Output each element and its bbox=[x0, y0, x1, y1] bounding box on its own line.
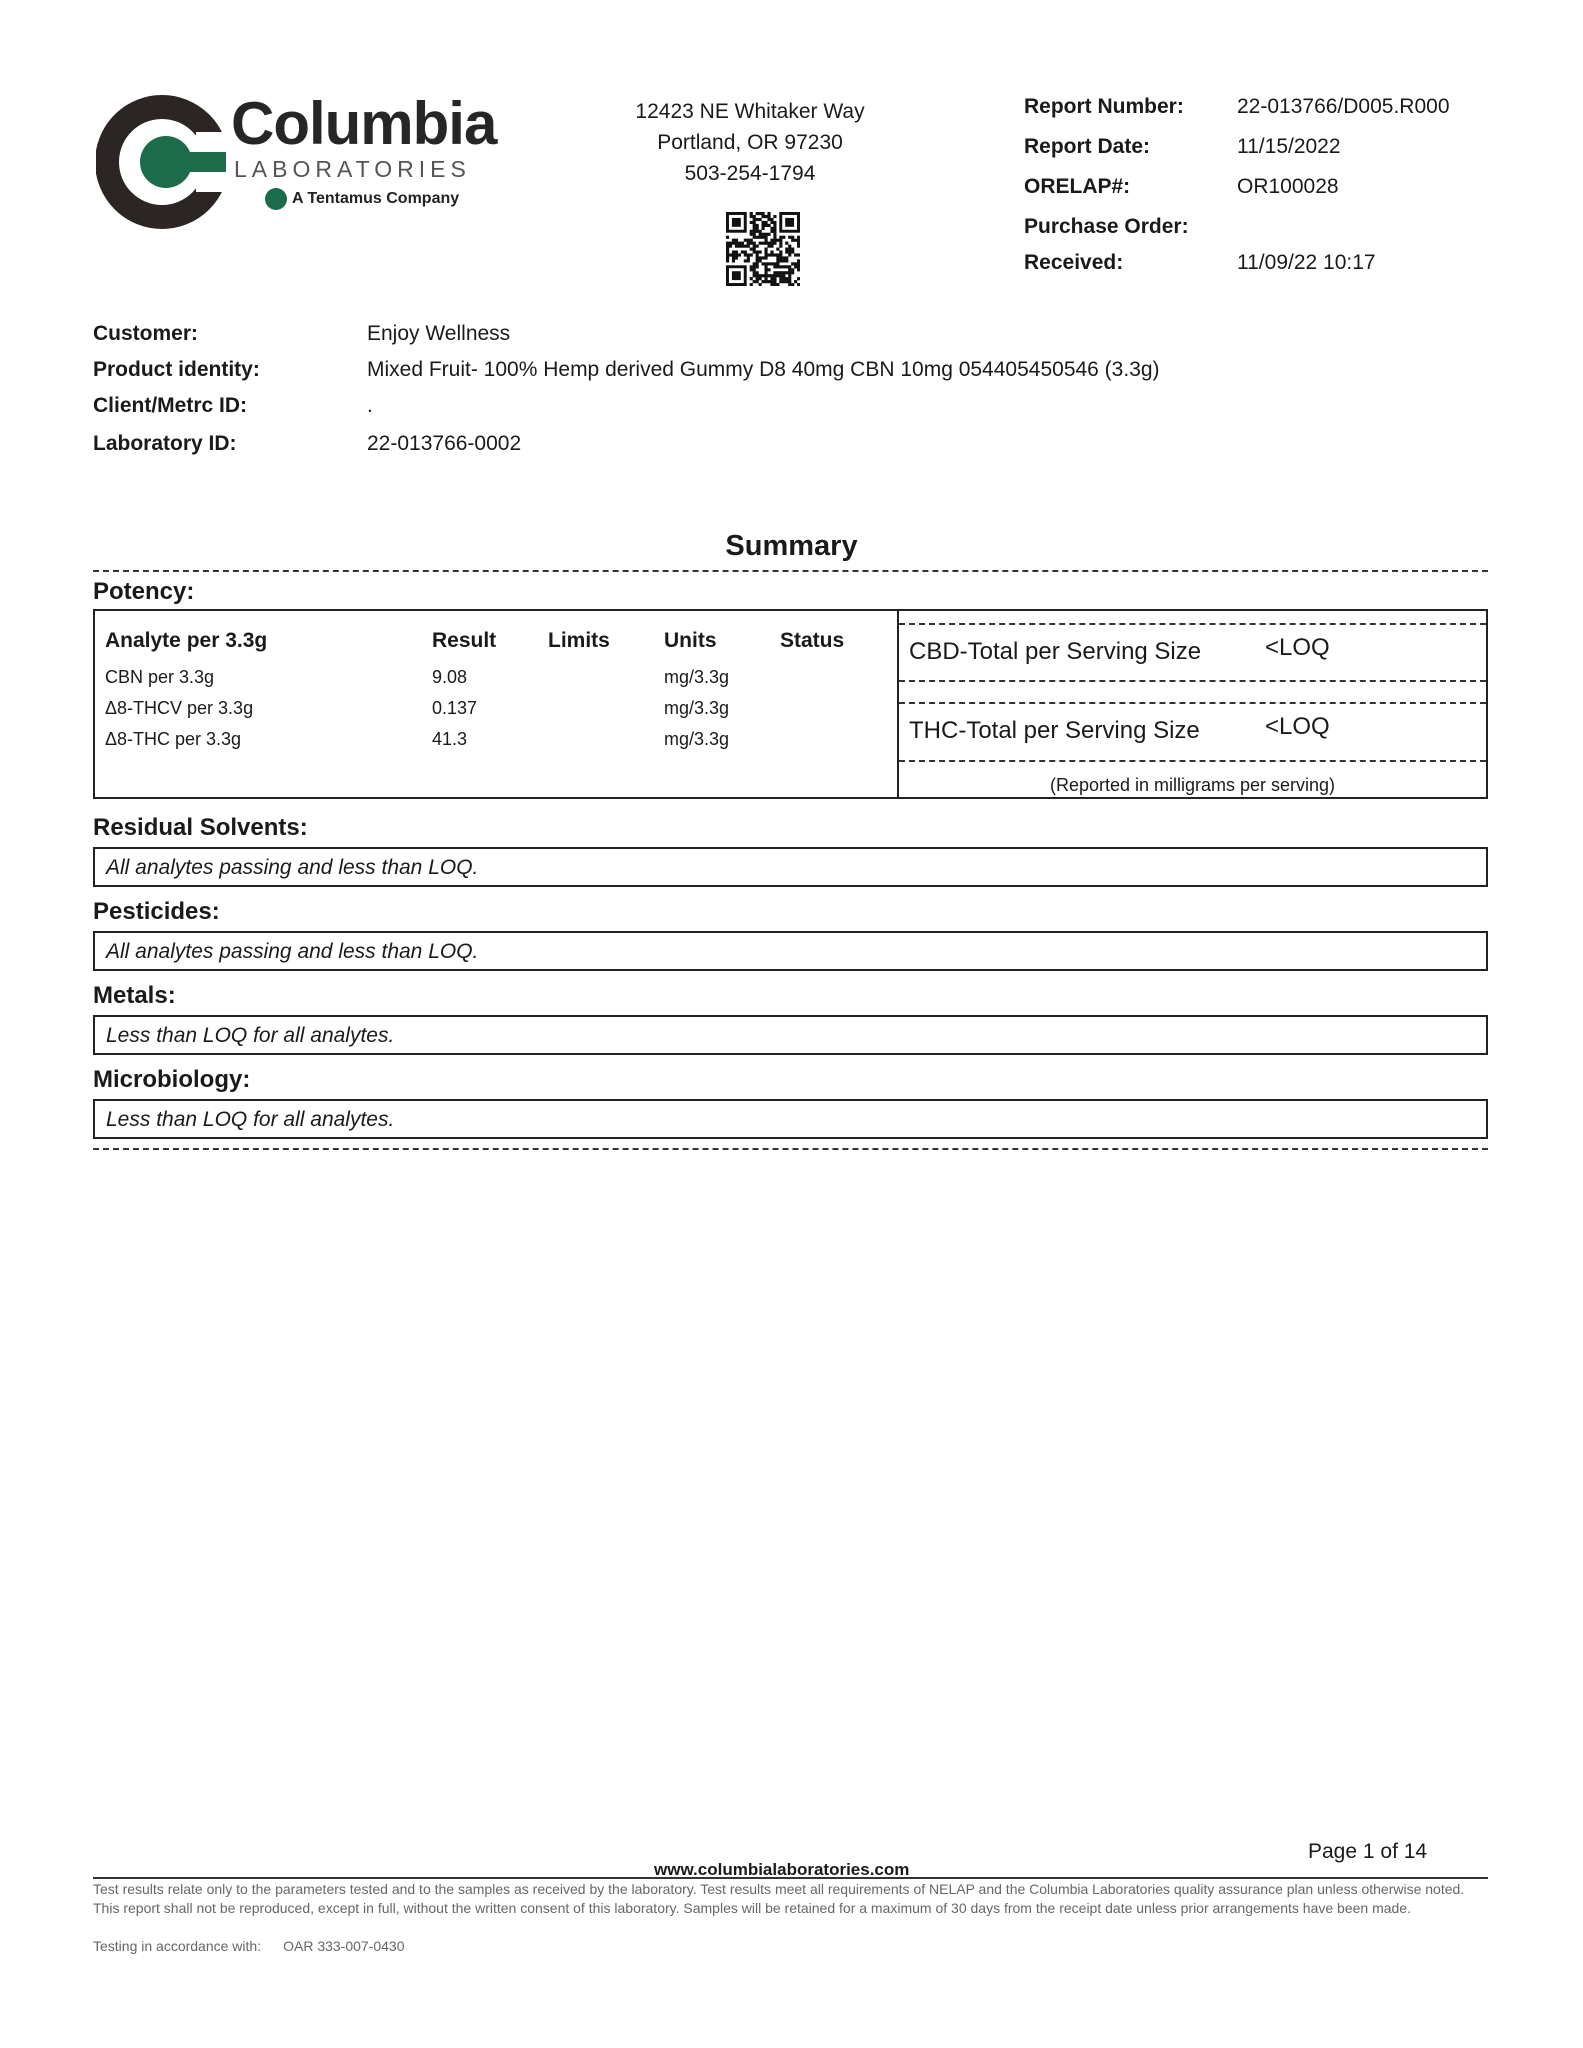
report-number: 22-013766/D005.R000 bbox=[1237, 95, 1450, 118]
cbd-total-value: <LOQ bbox=[1265, 634, 1330, 661]
residual-solvents-box bbox=[93, 847, 1488, 887]
pesticides-title: Pesticides: bbox=[93, 898, 220, 925]
analyte-header: Analyte per 3.3g bbox=[105, 629, 268, 652]
orelap-label: ORELAP#: bbox=[1024, 175, 1131, 198]
summary-top-divider bbox=[93, 570, 1488, 572]
serving-divider bbox=[899, 760, 1486, 762]
thc-total-value: <LOQ bbox=[1265, 713, 1330, 740]
microbiology-title: Microbiology: bbox=[93, 1066, 251, 1093]
serving-divider bbox=[899, 702, 1486, 704]
potency-title: Potency: bbox=[93, 578, 195, 605]
report-date-label: Report Date: bbox=[1024, 135, 1151, 158]
disclaimer: Test results relate only to the parameters tested and to the samples as received by the laboratory. Test results meet all requirements of NELAP and the Columbia Laboratories quality assurance plan unless otherwise noted. This report shall not be reproduced, except in full, without the written consent of this laboratory. Samples will be retained for a maximum of 30 days from the receipt date unless prior arrangements have been made. bbox=[93, 1881, 1465, 1916]
thc-total-label: THC-Total per Serving Size bbox=[909, 717, 1200, 744]
address-city: Portland, OR 97230 bbox=[657, 131, 843, 154]
testing-label: Testing in accordance with: bbox=[93, 1938, 262, 1954]
website-link[interactable]: www.columbialaboratories.com bbox=[654, 1860, 910, 1879]
logo-tagline bbox=[265, 188, 496, 210]
potency-table bbox=[95, 611, 899, 797]
serving-divider bbox=[899, 623, 1486, 625]
footer-divider bbox=[93, 1877, 1488, 1879]
product-label: Product identity: bbox=[93, 358, 260, 381]
logo-name: Columbia bbox=[231, 90, 497, 157]
result-header: Result bbox=[432, 629, 497, 652]
analyte-cell: CBN per 3.3g bbox=[105, 667, 215, 687]
cbd-total-label: CBD-Total per Serving Size bbox=[909, 638, 1202, 665]
customer-name: Enjoy Wellness bbox=[367, 322, 511, 345]
lab-id-label: Laboratory ID: bbox=[93, 432, 237, 455]
product-identity: Mixed Fruit- 100% Hemp derived Gummy D8 40mg CBN 10mg 054405450546 (3.3g) bbox=[367, 358, 1160, 381]
pesticides-text: All analytes passing and less than LOQ. bbox=[106, 940, 479, 963]
pesticides-box bbox=[93, 931, 1488, 971]
units-cell: mg/3.3g bbox=[664, 698, 730, 718]
report-number-label: Report Number: bbox=[1024, 95, 1184, 118]
microbiology-text: Less than LOQ for all analytes. bbox=[106, 1108, 395, 1131]
serving-note: (Reported in milligrams per serving) bbox=[1049, 775, 1336, 795]
qr-code-icon bbox=[726, 212, 800, 286]
units-header: Units bbox=[664, 629, 717, 652]
testing-standard bbox=[93, 1938, 405, 1954]
analyte-cell: Δ8-THCV per 3.3g bbox=[105, 698, 254, 718]
received-date: 11/09/22 10:17 bbox=[1237, 251, 1376, 274]
testing-value: OAR 333-007-0430 bbox=[283, 1938, 405, 1954]
orelap-number: OR100028 bbox=[1237, 175, 1339, 198]
lab-id: 22-013766-0002 bbox=[367, 432, 522, 455]
result-cell: 0.137 bbox=[432, 698, 478, 718]
purchase-order-label: Purchase Order: bbox=[1024, 215, 1189, 238]
potency-box bbox=[93, 609, 1488, 799]
customer-label: Customer: bbox=[93, 322, 199, 345]
result-cell: 9.08 bbox=[432, 667, 468, 687]
qr-code[interactable] bbox=[726, 212, 800, 286]
page-number: Page 1 of 14 bbox=[1308, 1840, 1428, 1863]
lab-address bbox=[610, 96, 890, 189]
summary-bottom-divider bbox=[93, 1148, 1488, 1150]
client-id-label: Client/Metrc ID: bbox=[93, 394, 248, 417]
client-id: . bbox=[367, 394, 373, 417]
units-cell: mg/3.3g bbox=[664, 667, 730, 687]
residual-solvents-title: Residual Solvents: bbox=[93, 814, 308, 841]
report-date: 11/15/2022 bbox=[1237, 135, 1341, 158]
company-logo bbox=[96, 92, 506, 232]
serving-divider bbox=[899, 680, 1486, 682]
columbia-logo-mark bbox=[96, 92, 226, 232]
serving-totals bbox=[899, 611, 1486, 797]
logo-tagline-text: A Tentamus Company bbox=[292, 190, 460, 207]
logo-subtitle: LABORATORIES bbox=[234, 156, 471, 182]
units-cell: mg/3.3g bbox=[664, 729, 730, 749]
residual-solvents-text: All analytes passing and less than LOQ. bbox=[106, 856, 479, 879]
metals-text: Less than LOQ for all analytes. bbox=[106, 1024, 395, 1047]
address-street: 12423 NE Whitaker Way bbox=[635, 100, 865, 123]
metals-box bbox=[93, 1015, 1488, 1055]
status-header: Status bbox=[780, 629, 845, 652]
address-phone: 503-254-1794 bbox=[684, 162, 816, 185]
microbiology-box bbox=[93, 1099, 1488, 1139]
metals-title: Metals: bbox=[93, 982, 176, 1009]
analyte-cell: Δ8-THC per 3.3g bbox=[105, 729, 242, 749]
received-label: Received: bbox=[1024, 251, 1124, 274]
tentamus-icon bbox=[265, 188, 287, 210]
limits-header: Limits bbox=[548, 629, 610, 652]
result-cell: 41.3 bbox=[432, 729, 468, 749]
summary-title: Summary bbox=[725, 530, 858, 562]
